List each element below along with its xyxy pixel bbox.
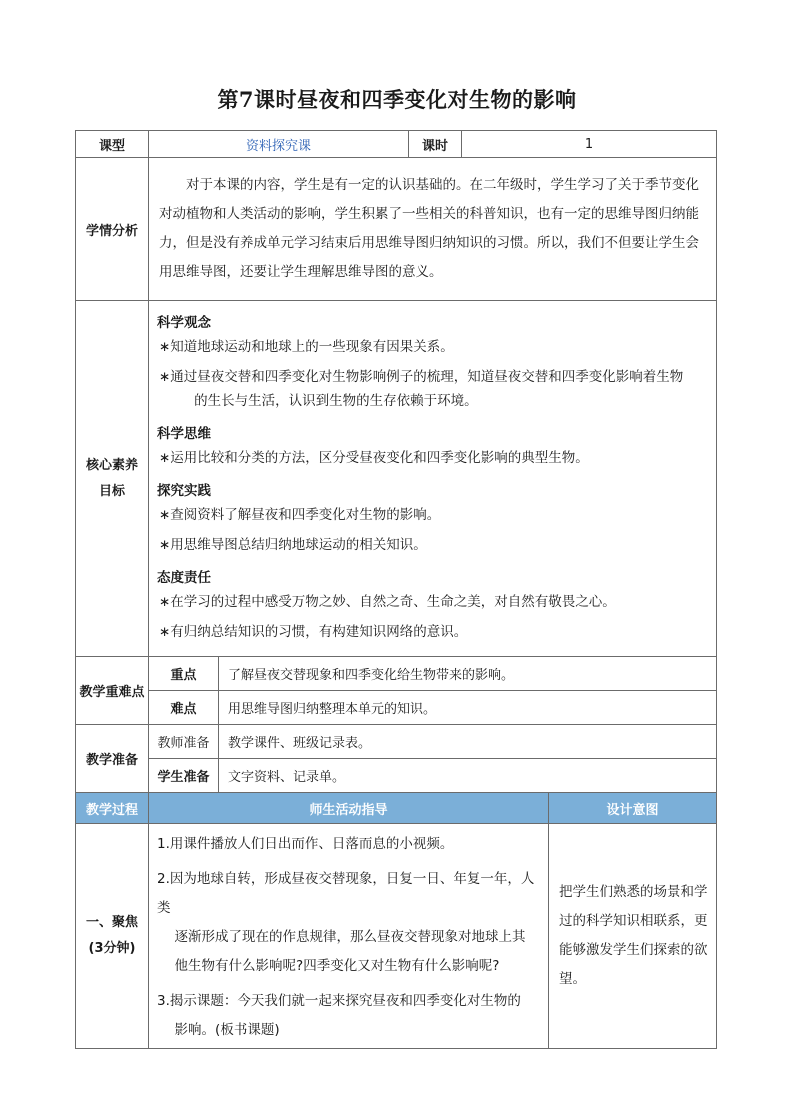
core-label <box>76 301 149 657</box>
core-item: ∗用思维导图总结归纳地球运动的相关知识。 <box>159 537 427 553</box>
core-heading-concept: 科学观念 <box>157 315 211 331</box>
hours-value: 1 <box>462 131 717 158</box>
diff-value: 用思维导图归纳整理本单元的知识。 <box>219 691 717 725</box>
key-label: 重点 <box>149 657 219 691</box>
type-label: 课型 <box>76 131 149 158</box>
step-2 <box>149 862 548 984</box>
stage-line2: (3分钟) <box>88 941 136 956</box>
type-value: 资料探究课 <box>149 131 409 158</box>
core-item-wrap <box>159 365 710 413</box>
core-heading-thinking: 科学思维 <box>157 426 211 442</box>
key-value: 了解昼夜交替现象和四季变化给生物带来的影响。 <box>219 657 717 691</box>
step-3-b: 影响。(板书课题) <box>174 1022 280 1038</box>
process-header-row <box>76 793 717 824</box>
analysis-label: 学情分析 <box>76 158 149 301</box>
core-item: ∗运用比较和分类的方法，区分受昼夜变化和四季变化影响的典型生物。 <box>159 450 589 466</box>
core-item: ∗在学习的过程中感受万物之妙、自然之奇、生命之美，对自然有敬畏之心。 <box>159 594 616 610</box>
teacher-prep-label: 教师准备 <box>149 725 219 759</box>
key-row <box>76 657 717 691</box>
core-cell <box>149 301 717 657</box>
diff-label: 难点 <box>149 691 219 725</box>
core-item-wrap-a: ∗通过昼夜交替和四季变化对生物影响例子的梳理，知道昼夜交替和四季变化影响着生物 <box>159 369 684 385</box>
step-3-a: 3.揭示课题：今天我们就一起来探究昼夜和四季变化对生物的 <box>157 993 521 1009</box>
core-item-wrap-b: 的生长与生活，认识到生物的生存依赖于环境。 <box>194 393 478 409</box>
step-1: 1.用课件播放人们日出而作、日落而息的小视频。 <box>157 836 454 852</box>
analysis-text: 对于本课的内容，学生是有一定的认识基础的。在二年级时，学生学习了关于季节变化对动植物和人类活动的影响，学生积累了一些相关的科普知识，也有一定的思维导图归纳能力，但是没有养成单元学习结束后用思维导图归纳知识的习惯。所以，我们不但要让学生会用思维导图，还要让学生理解思维导图的意义。 <box>159 177 699 280</box>
design-cell <box>549 824 717 1049</box>
step-2-c: 他生物有什么影响呢?四季变化又对生物有什么影响呢? <box>174 958 500 974</box>
core-item: ∗有归纳总结知识的习惯，有构建知识网络的意识。 <box>159 624 468 640</box>
core-label-line2: 目标 <box>98 483 125 499</box>
step-2-a: 2.因为地球自转，形成昼夜交替现象，日复一日、年复一年，人类 <box>157 871 535 916</box>
core-item: ∗知道地球运动和地球上的一些现象有因果关系。 <box>159 339 454 355</box>
teacher-prep-row <box>76 725 717 759</box>
student-prep-row <box>76 759 717 793</box>
prep-label: 教学准备 <box>76 725 149 793</box>
info-row <box>76 131 717 158</box>
student-prep-value: 文字资料、记录单。 <box>219 759 717 793</box>
activity-cell <box>149 824 549 1049</box>
core-heading-attitude: 态度责任 <box>157 570 211 586</box>
design-text: 把学生们熟悉的场景和学过的科学知识相联系，更能够激发学生们探索的欲望。 <box>559 884 708 987</box>
stage-line1: 一、聚焦 <box>85 915 138 930</box>
step-3 <box>149 984 548 1048</box>
analysis-row <box>76 158 717 301</box>
student-prep-label: 学生准备 <box>149 759 219 793</box>
core-item: ∗查阅资料了解昼夜和四季变化对生物的影响。 <box>159 507 441 523</box>
page-title: 第7课时昼夜和四季变化对生物的影响 <box>217 87 577 112</box>
keypoints-label: 教学重难点 <box>76 657 149 725</box>
process-col-activity: 师生活动指导 <box>149 793 549 824</box>
stage-focus-label <box>76 824 149 1049</box>
lesson-plan-table <box>75 130 717 1049</box>
hours-label: 课时 <box>409 131 462 158</box>
analysis-cell <box>149 158 717 301</box>
process-row-focus <box>76 824 717 1049</box>
teacher-prep-value: 教学课件、班级记录表。 <box>219 725 717 759</box>
process-col-stage: 教学过程 <box>76 793 149 824</box>
process-col-design: 设计意图 <box>549 793 717 824</box>
core-row <box>76 301 717 657</box>
step-2-b: 逐渐形成了现在的作息规律，那么昼夜交替现象对地球上其 <box>174 929 526 945</box>
core-label-line1: 核心素养 <box>85 457 138 473</box>
diff-row <box>76 691 717 725</box>
core-heading-practice: 探究实践 <box>157 483 211 499</box>
